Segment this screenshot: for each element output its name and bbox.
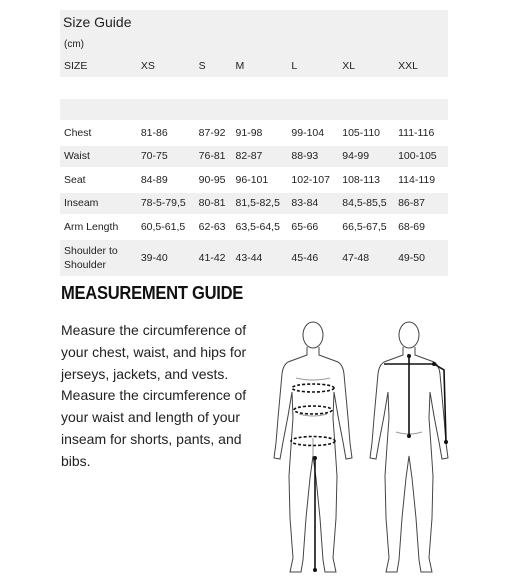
measurement-guide-title: MEASUREMENT GUIDE — [61, 283, 244, 303]
table-cell: 62-63 — [199, 214, 236, 238]
row-label: Chest — [60, 120, 141, 144]
table-row-chest — [60, 120, 448, 144]
size-s: S — [199, 55, 236, 77]
row-label: Arm Length — [60, 214, 141, 238]
table-cell: 68-69 — [398, 214, 448, 238]
table-cell: 88-93 — [291, 144, 342, 168]
size-guide-header — [60, 10, 448, 55]
table-cell: 90-95 — [199, 167, 236, 191]
waist-measure-line — [294, 406, 332, 414]
table-cell: 66,5-67,5 — [342, 214, 398, 238]
size-header-label: SIZE — [60, 55, 141, 77]
table-cell: 60,5-61,5 — [141, 214, 199, 238]
spacer-row — [60, 77, 448, 99]
table-cell: 49-50 — [398, 238, 448, 276]
table-cell: 114-119 — [398, 167, 448, 191]
table-cell: 111-116 — [398, 120, 448, 144]
row-label-line1: Shoulder to — [64, 244, 118, 257]
table-cell: 96-101 — [236, 167, 292, 191]
row-label — [60, 238, 141, 276]
row-label: Inseam — [60, 191, 141, 215]
table-cell: 83-84 — [291, 191, 342, 215]
table-cell: 84-89 — [141, 167, 199, 191]
table-cell: 43-44 — [236, 238, 292, 276]
table-cell: 81,5-82,5 — [236, 191, 292, 215]
table-cell: 87-92 — [199, 120, 236, 144]
table-cell: 47-48 — [342, 238, 398, 276]
table-cell: 91-98 — [236, 120, 292, 144]
table-row-shoulder — [60, 238, 448, 276]
row-label: Seat — [60, 167, 141, 191]
size-guide-title: Size Guide — [63, 14, 132, 30]
table-cell: 99-104 — [291, 120, 342, 144]
front-body-figure — [274, 322, 352, 572]
table-cell: 78-5-79,5 — [141, 191, 199, 215]
table-cell: 100-105 — [398, 144, 448, 168]
table-cell: 63,5-64,5 — [236, 214, 292, 238]
table-cell: 86-87 — [398, 191, 448, 215]
table-row-waist — [60, 144, 448, 168]
size-l: L — [291, 55, 342, 77]
table-cell: 108-113 — [342, 167, 398, 191]
size-m: M — [236, 55, 292, 77]
table-cell: 39-40 — [141, 238, 199, 276]
size-table — [60, 55, 448, 276]
table-cell: 105-110 — [342, 120, 398, 144]
back-body-figure — [370, 322, 448, 572]
table-cell: 80-81 — [199, 191, 236, 215]
table-cell: 82-87 — [236, 144, 292, 168]
body-measurement-illustration — [266, 318, 456, 580]
table-row-inseam — [60, 191, 448, 215]
measurement-guide-text: Measure the circumference of your chest, waist, and hips for jerseys, jackets, and vests. Measure the circumference of your waist and length of your inseam for shorts, pants, and bibs. — [61, 322, 247, 469]
row-label: Waist — [60, 144, 141, 168]
size-guide — [60, 10, 448, 276]
table-cell: 70-75 — [141, 144, 199, 168]
chest-measure-line — [292, 384, 334, 392]
unit-label: (cm) — [64, 39, 84, 50]
table-cell: 102-107 — [291, 167, 342, 191]
table-row-seat — [60, 167, 448, 191]
size-xxl: XXL — [398, 55, 448, 77]
gap-row — [60, 99, 448, 120]
table-cell: 65-66 — [291, 214, 342, 238]
row-label-line2: Shoulder — [64, 258, 107, 271]
size-xs: XS — [141, 55, 199, 77]
table-row-arm-length — [60, 214, 448, 238]
size-header-row — [60, 55, 448, 77]
table-cell: 76-81 — [199, 144, 236, 168]
table-cell: 84,5-85,5 — [342, 191, 398, 215]
size-xl: XL — [342, 55, 398, 77]
table-cell: 41-42 — [199, 238, 236, 276]
table-cell: 45-46 — [291, 238, 342, 276]
table-cell: 81-86 — [141, 120, 199, 144]
table-cell: 94-99 — [342, 144, 398, 168]
